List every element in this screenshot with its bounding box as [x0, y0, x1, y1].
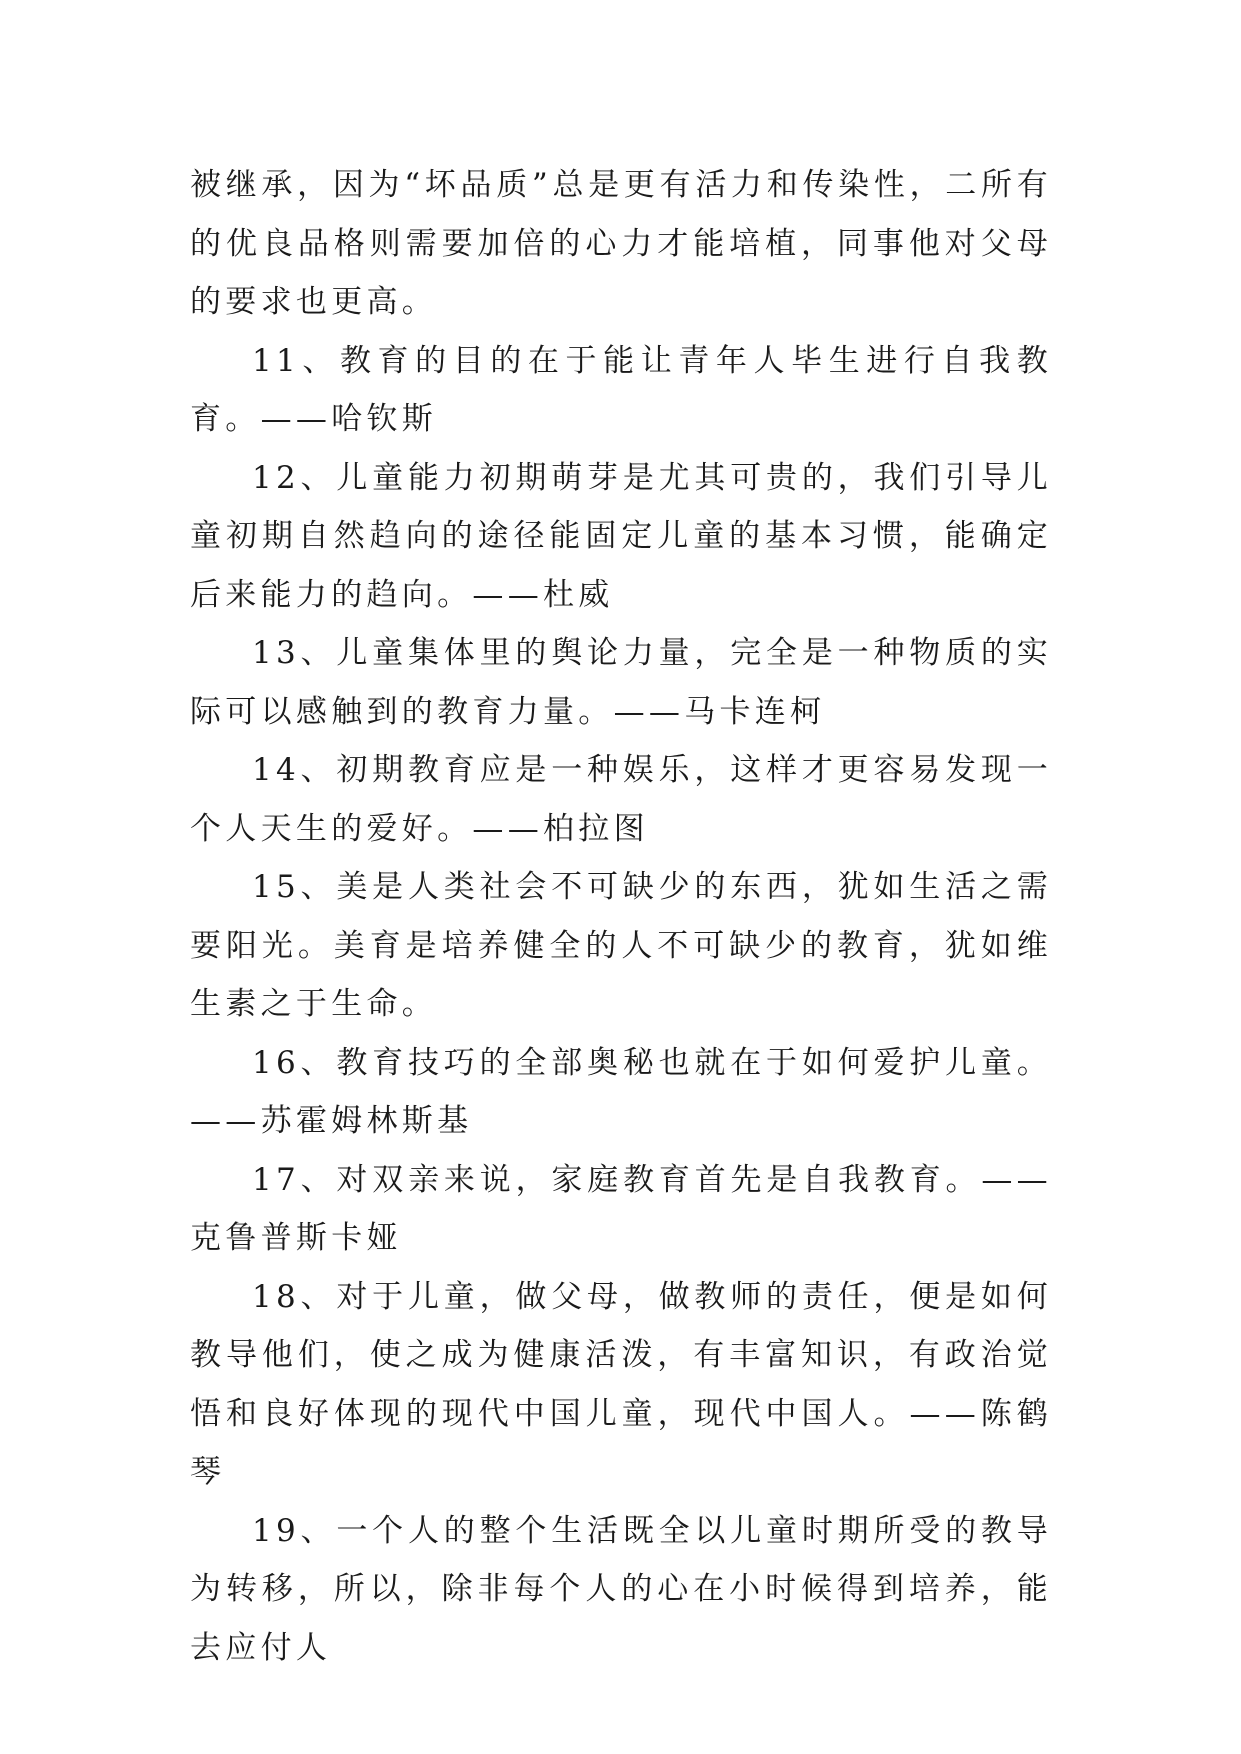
quote-19: 19、一个人的整个生活既全以儿童时期所受的教导为转移，所以，除非每个人的心在小时候得到培养，能去应付人 — [190, 1512, 1052, 1666]
quote-18: 18、对于儿童，做父母，做教师的责任，便是如何教导他们，使之成为健康活泼，有丰富知识，有政治觉悟和良好体现的现代中国儿童，现代中国人。——陈鹤琴 — [190, 1278, 1052, 1490]
quote-12: 12、儿童能力初期萌芽是尤其可贵的，我们引导儿童初期自然趋向的途径能固定儿童的基本习惯，能确定后来能力的趋向。——杜威 — [190, 459, 1052, 613]
body-text — [190, 156, 1052, 1677]
paragraph-continuation: 被继承，因为“坏品质”总是更有活力和传染性，二所有的优良品格则需要加倍的心力才能培植，同事他对父母的要求也更高。 — [190, 167, 1052, 320]
quote-16: 16、教育技巧的全部奥秘也就在于如何爱护儿童。——苏霍姆林斯基 — [190, 1044, 1052, 1139]
quote-13: 13、儿童集体里的舆论力量，完全是一种物质的实际可以感触到的教育力量。——马卡连柯 — [190, 635, 1052, 730]
quote-17: 17、对双亲来说，家庭教育首先是自我教育。——克鲁普斯卡娅 — [190, 1161, 1052, 1256]
quote-15: 15、美是人类社会不可缺少的东西，犹如生活之需要阳光。美育是培养健全的人不可缺少的教育，犹如维生素之于生命。 — [190, 869, 1052, 1022]
quote-11: 11、教育的目的在于能让青年人毕生进行自我教育。——哈钦斯 — [190, 342, 1052, 437]
quote-14: 14、初期教育应是一种娱乐，这样才更容易发现一个人天生的爱好。——柏拉图 — [190, 752, 1052, 847]
